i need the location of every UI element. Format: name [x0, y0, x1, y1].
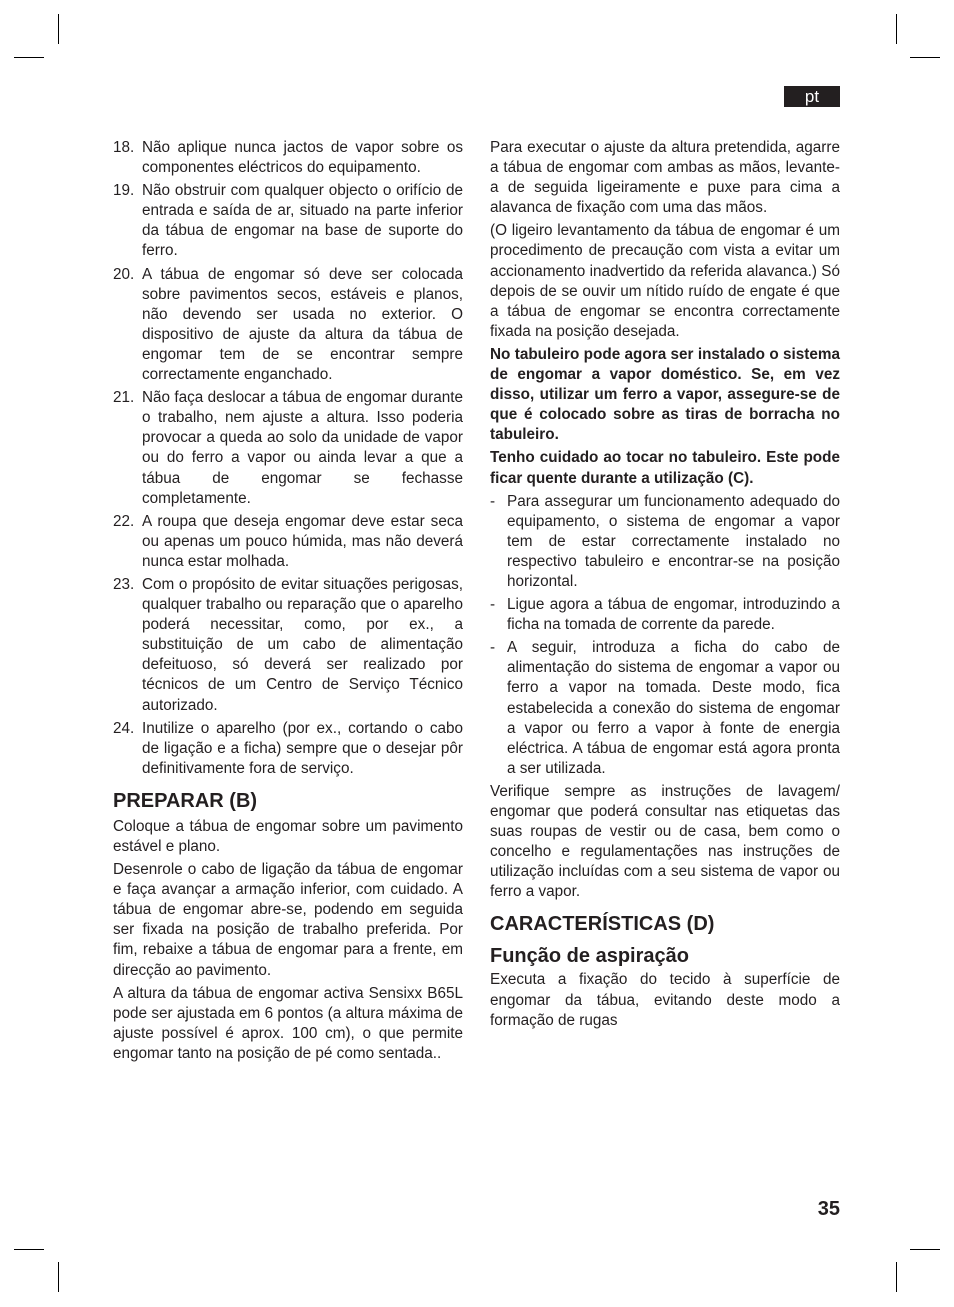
paragraph: Verifique sempre as instruções de lavagem/ engomar que poderá consultar nas etiquetas das suas roupas de vestir ou de casa, bem como o concelho e regulamentações nas instruções de utilização incluídas com a seu sistema de vapor ou ferro a vapor.	[490, 782, 840, 901]
item-number: 24.	[113, 719, 135, 737]
section-heading-preparar: PREPARAR (B)	[113, 789, 258, 812]
item-number: 22.	[113, 512, 135, 530]
section-heading-caracteristicas: CARACTERÍSTICAS (D)	[490, 913, 715, 936]
bold-notice: No tabuleiro pode agora ser instalado o sistema de engomar a vapor doméstico. Se, em vez disso, utilizar um ferro a vapor, assegure-se de que é colocado sobre as tiras de borracha no tabuleiro.	[490, 345, 840, 444]
crop-mark	[14, 57, 44, 58]
right-column	[490, 138, 840, 1034]
bullet-dash: -	[490, 492, 496, 510]
list-item	[113, 181, 463, 261]
item-text: Inutilize o aparelho (por ex., cortando o cabo de ligação e a ficha) sempre que o desejar pôr definitivamente fora de serviço.	[142, 719, 463, 777]
crop-mark	[58, 14, 59, 44]
crop-mark	[910, 1249, 940, 1250]
list-item	[113, 512, 463, 572]
bullet-item	[490, 595, 840, 635]
crop-mark	[58, 1262, 59, 1292]
language-tab: pt	[784, 86, 840, 107]
crop-mark	[896, 1262, 897, 1292]
bullet-item	[490, 492, 840, 592]
paragraph: (O ligeiro levantamento da tábua de engomar é um procedimento de precaução com vista a evitar um accionamento inadvertido da referida alavanca.) Só depois de se ouvir um nítido ruído de engate é que a tábua de engomar se encontra correctamente fixada na posição desejada.	[490, 222, 840, 340]
bold-warning: Tenho cuidado ao tocar no tabuleiro. Este pode ficar quente durante a utilização (C).	[490, 449, 840, 487]
page-number: 35	[817, 1198, 840, 1220]
list-item	[113, 719, 463, 779]
paragraph: Coloque a tábua de engomar sobre um pavimento estável e plano.	[113, 817, 463, 855]
bullet-dash: -	[490, 596, 496, 614]
item-text: Não obstruir com qualquer objecto o orifício de entrada e saída de ar, situado na parte inferior da tábua de engomar na base de suporte do ferro.	[142, 182, 463, 260]
item-text: Não faça deslocar a tábua de engomar durante o trabalho, nem ajuste a altura. Isso poderia provocar a queda ao solo da unidade de vapor ou do ferro a vapor ou ainda levar a que a tábua de engomar se fechasse completamente.	[142, 389, 463, 507]
bullet-text: Para assegurar um funcionamento adequado do equipamento, o sistema de engomar a vapor tem de estar correctamente instalado no respectivo tabuleiro e encontrar-se na posição horizontal.	[507, 492, 840, 590]
item-number: 18.	[113, 139, 135, 156]
bullet-text: A seguir, introduza a ficha do cabo de alimentação do sistema de engomar a vapor ou ferro a vapor na tomada. Deste modo, fica estabelecida a conexão do sistema de engomar a vapor ou ferro a vapor à fonte de energia eléctrica. A tábua de engomar está agora pronta a ser utilizada.	[507, 639, 840, 777]
paragraph: A altura da tábua de engomar activa Sensixx B65L pode ser ajustada em 6 pontos (a altura máxima de ajuste possível é aprox. 100 cm), o que permite engomar tanto na posição de pé como sentada..	[113, 984, 463, 1062]
left-column	[113, 138, 463, 1067]
item-number: 23.	[113, 575, 135, 593]
item-number: 20.	[113, 265, 135, 283]
subsection-heading-aspiracao: Função de aspiração	[490, 945, 689, 968]
item-text: A roupa que deseja engomar deve estar seca ou apenas um pouco húmida, mas não deverá nunca estar molhada.	[142, 512, 463, 570]
item-number: 21.	[113, 389, 135, 407]
list-item	[113, 575, 463, 716]
item-text: Não aplique nunca jactos de vapor sobre os componentes eléctricos do equipamento.	[142, 139, 463, 177]
crop-mark	[896, 14, 897, 44]
item-text: A tábua de engomar só deve ser colocada sobre pavimentos secos, estáveis e planos, não devendo ser usada no exterior. O dispositivo de ajuste da altura da tábua de engomar tem de se encontrar sempre correctamente enganchado.	[142, 265, 463, 384]
item-text: Com o propósito de evitar situações perigosas, qualquer trabalho ou reparação que o aparelho poderá necessitar, como, por ex., a substituição de um cabo de alimentação defeituoso, só deverá ser realizado por técnicos de um Centro de Serviço Técnico autorizado.	[142, 575, 463, 714]
bullet-item	[490, 638, 840, 779]
list-item	[113, 265, 463, 386]
bullet-text: Ligue agora a tábua de engomar, introduzindo a ficha na tomada de corrente da parede.	[507, 596, 840, 634]
paragraph: Desenrole o cabo de ligação da tábua de engomar e faça avançar a armação inferior, com cuidado. A tábua de engomar abre-se, podendo em seguida ser fixada na posição de trabalho preferida. Por fim, rebaixe a tábua de engomar para a frente, em direcção ao pavimento.	[113, 861, 463, 979]
list-item	[113, 138, 463, 178]
bullet-dash: -	[490, 639, 496, 657]
paragraph: Executa a fixação do tecido à superfície de engomar da tábua, evitando deste modo a formação de rugas	[490, 971, 840, 1029]
paragraph: Para executar o ajuste da altura pretendida, agarre a tábua de engomar com ambas as mãos, levante-a de seguida ligeiramente e puxe para cima a alavanca de fixação com uma das mãos.	[490, 139, 840, 217]
crop-mark	[14, 1249, 44, 1250]
crop-mark	[910, 57, 940, 58]
list-item	[113, 388, 463, 509]
item-number: 19.	[113, 182, 135, 200]
